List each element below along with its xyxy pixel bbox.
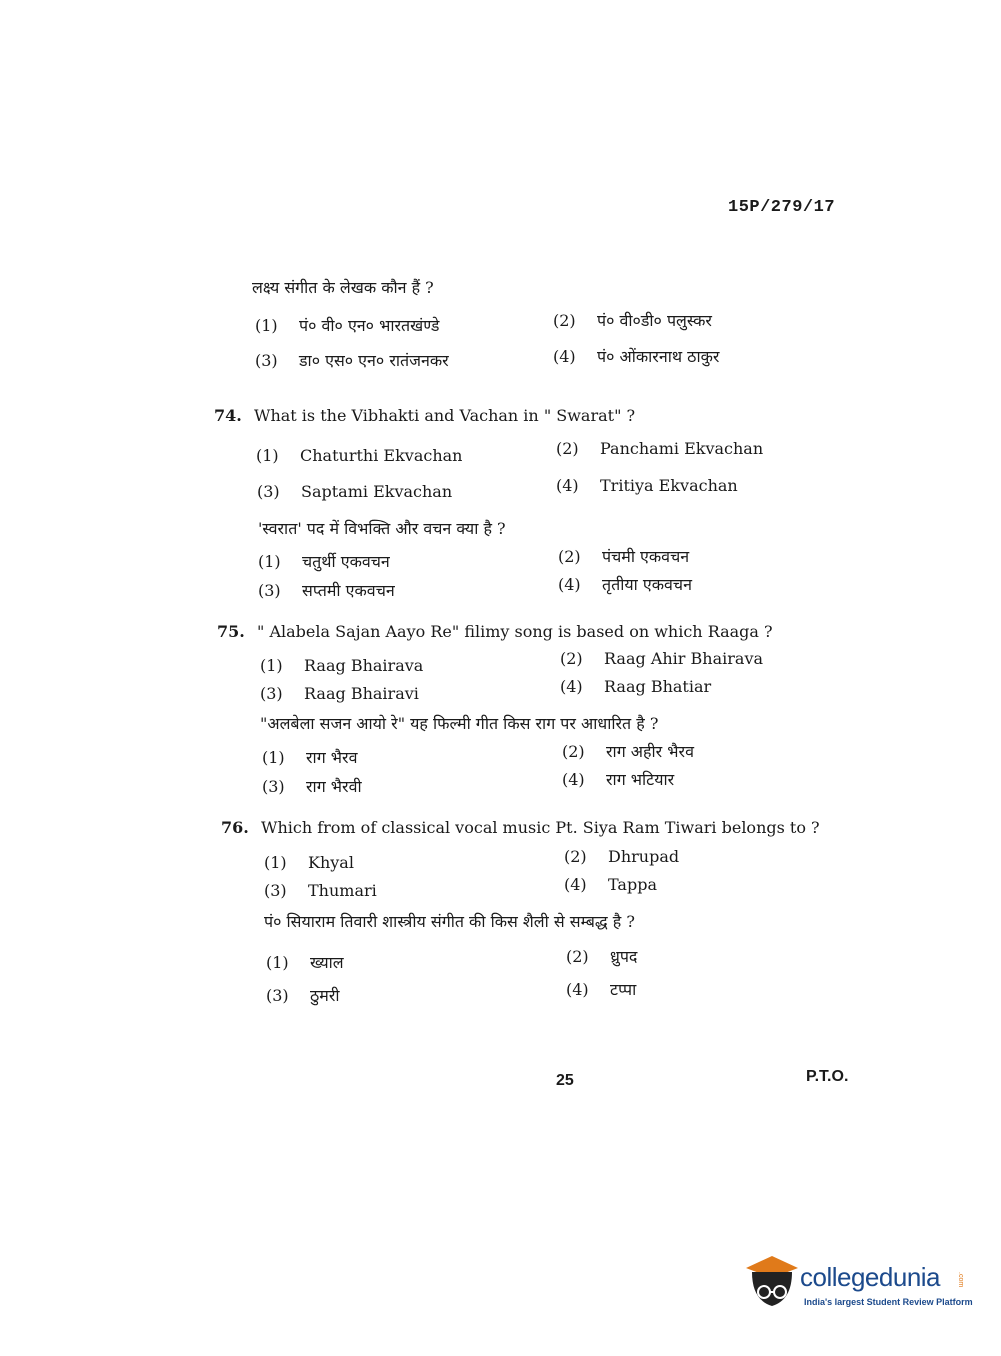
- logo-tagline: India's largest Student Review Platform: [804, 1297, 973, 1307]
- q75-question: 75. " Alabela Sajan Aayo Re" filimy song is based on which Raaga ?: [217, 622, 773, 641]
- q74-option-3: (3) Saptami Ekvachan: [257, 482, 453, 501]
- mascot-icon: [742, 1250, 800, 1312]
- q76-option-4: (4) Tappa: [564, 875, 657, 894]
- q74-hi-option-2: (2) पंचमी एकवचन: [558, 547, 690, 566]
- q74-option-4: (4) Tritiya Ekvachan: [556, 476, 738, 495]
- page-number: 25: [556, 1072, 574, 1089]
- paper-code: 15P/279/17: [728, 198, 836, 217]
- q74-hi-option-3: (3) सप्तमी एकवचन: [258, 581, 395, 600]
- q76-option-3: (3) Thumari: [264, 881, 377, 900]
- q74-option-2: (2) Panchami Ekvachan: [556, 439, 764, 458]
- q75-option-1: (1) Raag Bhairava: [260, 656, 424, 675]
- q73-hi-option-2: (2) पं० वी०डी० पलुस्कर: [553, 311, 712, 330]
- q76-option-1: (1) Khyal: [264, 853, 354, 872]
- q76-option-2: (2) Dhrupad: [564, 847, 680, 866]
- q74-hi-option-4: (4) तृतीया एकवचन: [558, 575, 692, 594]
- q76-hi-option-4: (4) टप्पा: [566, 980, 637, 999]
- q76-hi-option-1: (1) ख्याल: [266, 953, 344, 972]
- q75-hi-option-4: (4) राग भटियार: [562, 770, 675, 789]
- q73-hi-option-4: (4) पं० ओंकारनाथ ठाकुर: [553, 347, 720, 366]
- q75-hi-option-1: (1) राग भैरव: [262, 748, 358, 767]
- q75-option-3: (3) Raag Bhairavi: [260, 684, 419, 703]
- q74-question: 74. What is the Vibhakti and Vachan in " Swarat" ?: [214, 406, 636, 425]
- q74-hi-option-1: (1) चतुर्थी एकवचन: [258, 552, 390, 571]
- q74-option-1: (1) Chaturthi Ekvachan: [256, 446, 463, 465]
- collegedunia-logo: [742, 1250, 972, 1320]
- q76-hindi-question: पं० सियाराम तिवारी शास्त्रीय संगीत की किस शैली से सम्बद्ध है ?: [264, 912, 635, 931]
- q76-question: 76. Which from of classical vocal music Pt. Siya Ram Tiwari belongs to ?: [221, 818, 820, 837]
- q73-hindi-question: लक्ष्य संगीत के लेखक कौन हैं ?: [252, 278, 434, 297]
- pto-label: P.T.O.: [806, 1068, 849, 1085]
- q75-hi-option-2: (2) राग अहीर भैरव: [562, 742, 694, 761]
- q76-hi-option-3: (3) ठुमरी: [266, 986, 340, 1005]
- q74-hindi-question: 'स्वरात' पद में विभक्ति और वचन क्या है ?: [258, 519, 506, 538]
- q75-option-4: (4) Raag Bhatiar: [560, 677, 712, 696]
- q75-hi-option-3: (3) राग भैरवी: [262, 777, 362, 796]
- q76-hi-option-2: (2) ध्रुपद: [566, 947, 638, 966]
- logo-wordmark: collegedunia: [800, 1262, 941, 1292]
- q73-hi-option-1: (1) पं० वी० एन० भारतखंण्डे: [255, 316, 440, 335]
- q75-hindi-question: "अलबेला सजन आयो रे" यह फिल्मी गीत किस राग पर आधारित है ?: [260, 714, 659, 733]
- logo-domain-suffix: .com: [957, 1272, 964, 1288]
- q73-hi-option-3: (3) डा० एस० एन० रातंजनकर: [255, 351, 449, 370]
- q75-option-2: (2) Raag Ahir Bhairava: [560, 649, 764, 668]
